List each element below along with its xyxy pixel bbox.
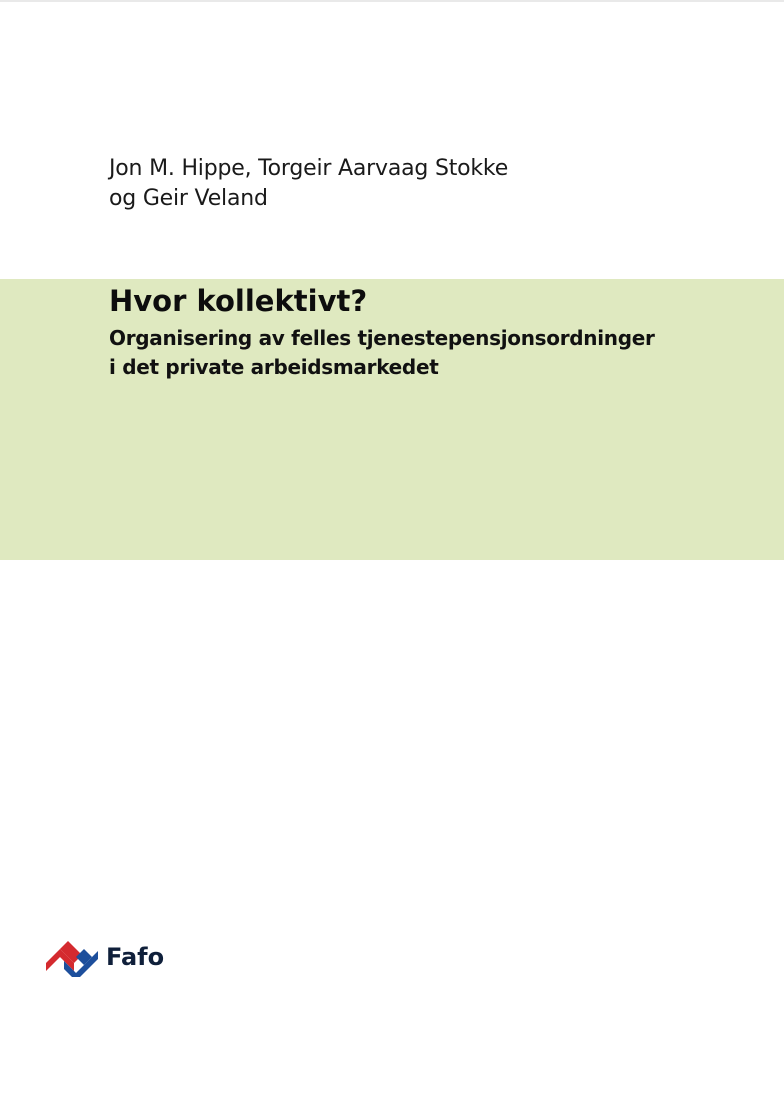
subtitle-line-2: i det private arbeidsmarkedet (109, 355, 439, 379)
authors-line-2: og Geir Veland (109, 186, 268, 211)
page-title: Hvor kollektivt? (109, 284, 368, 318)
page-subtitle (109, 324, 655, 382)
fafo-logo-icon (46, 937, 100, 977)
authors (109, 154, 508, 214)
page-top-edge (0, 0, 784, 2)
publisher-logo (46, 937, 164, 977)
publisher-name: Fafo (106, 943, 165, 971)
title-band (0, 279, 784, 560)
subtitle-line-1: Organisering av felles tjenestepensjonsordninger (109, 326, 655, 350)
authors-line-1: Jon M. Hippe, Torgeir Aarvaag Stokke (109, 156, 509, 181)
